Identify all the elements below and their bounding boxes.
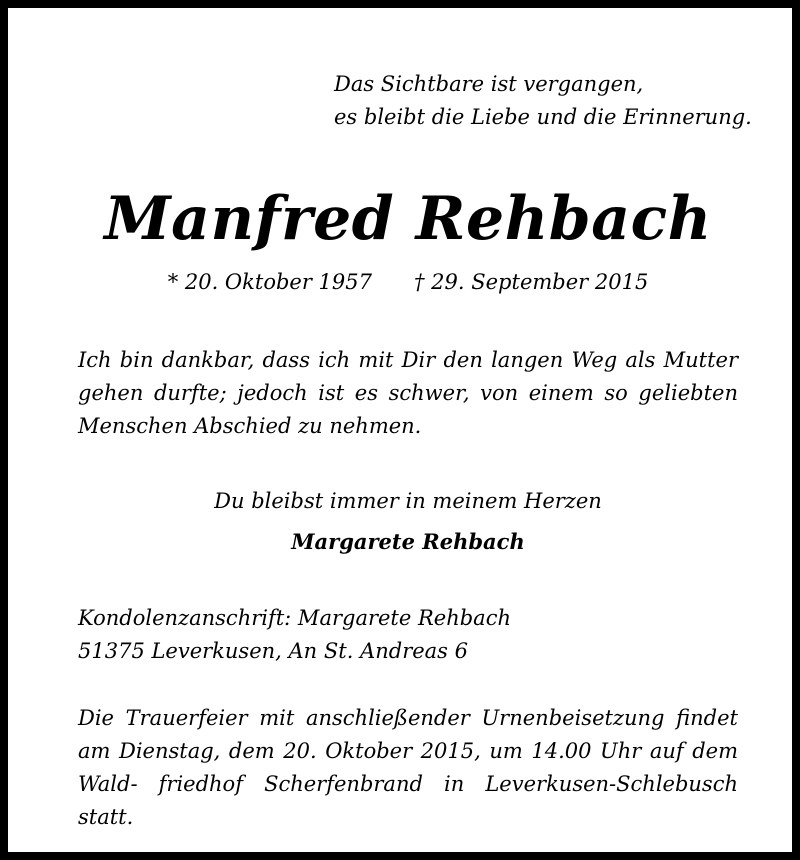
- farewell-line: Du bleibst immer in meinem Herzen: [214, 489, 602, 513]
- condolence-line-2: 51375 Leverkusen, An St. Andreas 6: [78, 639, 468, 663]
- motto-quote: [334, 68, 752, 134]
- motto-line-1: Das Sichtbare ist vergangen,: [334, 72, 644, 96]
- message-paragraph: Ich bin dankbar, dass ich mit Dir den langen Weg als Mutter gehen durfte; jedoch ist es schwer, von einem so geliebten Menschen Abschied zu nehmen.: [78, 348, 738, 438]
- signature-name: Margarete Rehbach: [291, 529, 525, 554]
- life-dates: [8, 266, 800, 298]
- condolence-address: [78, 602, 738, 668]
- motto-line-2: es bleibt die Liebe und die Erinnerung.: [334, 105, 752, 129]
- birth-date: * 20. Oktober 1957: [167, 270, 372, 294]
- service-paragraph: Die Trauerfeier mit anschließender Urnenbeisetzung findet am Dienstag, dem 20. Oktober 2015, um 14.00 Uhr auf dem Wald- friedhof Scherfenbrand in Leverkusen-Schlebusch statt.: [78, 706, 738, 829]
- death-date: † 29. September 2015: [414, 270, 649, 294]
- deceased-name: Manfred Rehbach: [104, 184, 712, 254]
- condolence-line-1: Kondolenzanschrift: Margarete Rehbach: [78, 606, 511, 630]
